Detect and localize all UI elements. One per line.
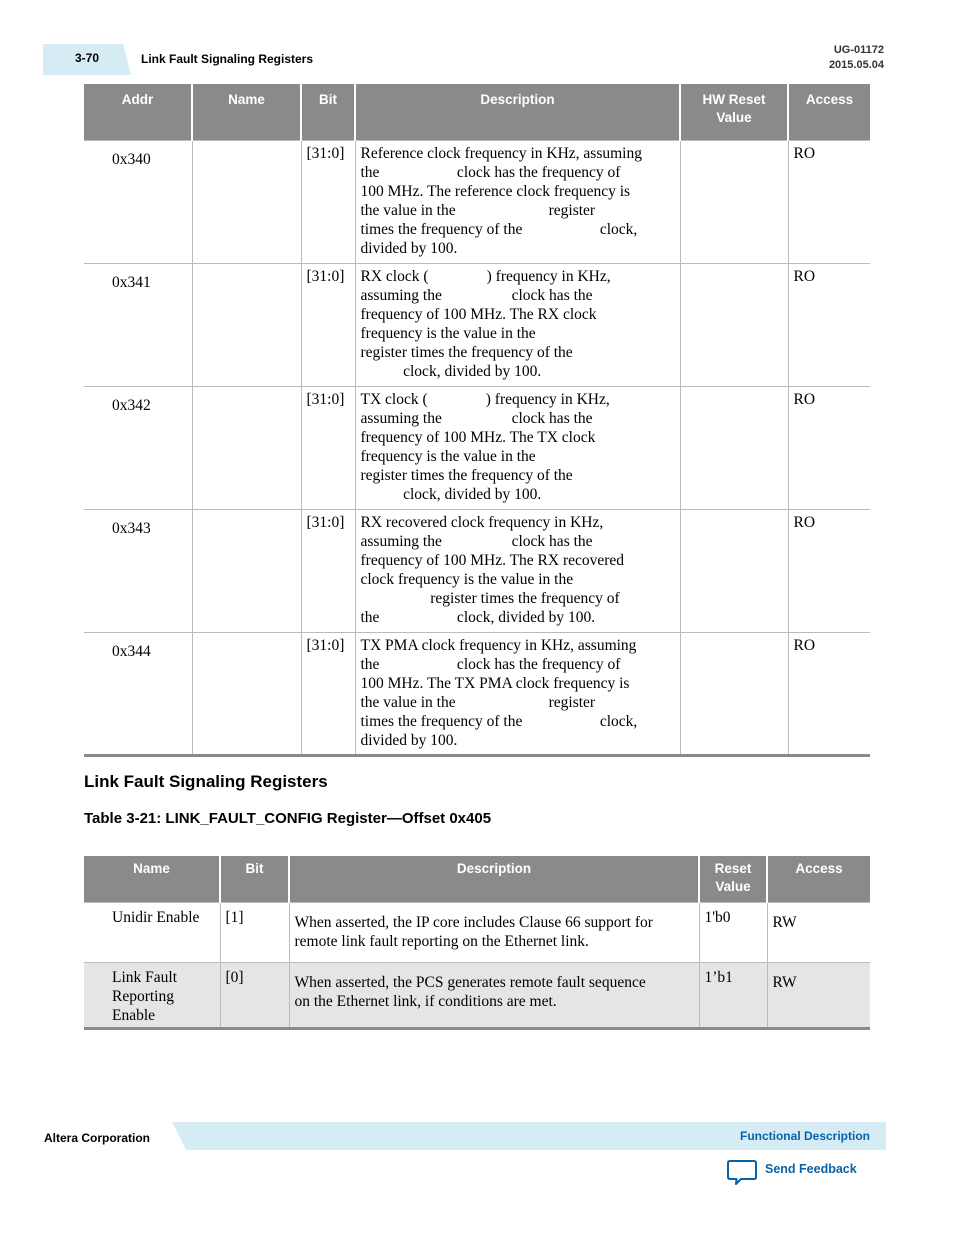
cell-access: RO	[788, 263, 870, 386]
cell-access: RO	[788, 632, 870, 755]
cell-addr: 0x341	[84, 263, 192, 386]
description-line: frequency of 100 MHz. The RX recovered	[360, 551, 625, 569]
cell-description	[355, 140, 680, 263]
cell-addr: 0x343	[84, 509, 192, 632]
name-line: Enable	[112, 1006, 156, 1024]
description-line: 100 MHz. The TX PMA clock frequency is	[360, 674, 630, 692]
cell-name	[192, 509, 301, 632]
cell-bit: [1]	[220, 902, 289, 962]
footer-company: Altera Corporation	[44, 1131, 151, 1145]
name-line: Unidir Enable	[112, 908, 200, 926]
description-line: divided by 100.	[360, 731, 458, 749]
description-line: register times the frequency of the	[360, 466, 573, 484]
cell-addr: 0x340	[84, 140, 192, 263]
cell-description	[289, 902, 699, 962]
cell-name	[84, 902, 220, 962]
table-row	[84, 902, 870, 962]
cell-bit: [31:0]	[301, 509, 355, 632]
name-line: Link Fault	[112, 968, 178, 986]
name-line: Reporting	[112, 987, 174, 1005]
column-header-bit: Bit	[301, 84, 355, 140]
column-header-access: Access	[788, 84, 870, 140]
description-line: TX clock ( ) frequency in KHz,	[360, 390, 610, 408]
cell-addr: 0x342	[84, 386, 192, 509]
document-id: UG-01172	[833, 44, 884, 56]
column-header-addr: Addr	[84, 84, 192, 140]
register-table-link-fault-config	[84, 856, 870, 1030]
description-line: the value in the register	[360, 201, 596, 219]
description-line: When asserted, the PCS generates remote fault sequence	[294, 973, 646, 991]
cell-bit: [31:0]	[301, 632, 355, 755]
table-row	[84, 509, 870, 632]
description-line: on the Ethernet link, if conditions are met.	[294, 992, 557, 1010]
running-section-title: Link Fault Signaling Registers	[141, 52, 314, 66]
description-line: RX clock ( ) frequency in KHz,	[360, 267, 611, 285]
cell-bit: [0]	[220, 962, 289, 1028]
cell-access: RO	[788, 509, 870, 632]
send-feedback-link[interactable]: Send Feedback	[765, 1162, 857, 1176]
cell-name	[192, 386, 301, 509]
cell-hw-reset-value	[680, 140, 788, 263]
cell-hw-reset-value	[680, 386, 788, 509]
table-row	[84, 386, 870, 509]
cell-access: RO	[788, 140, 870, 263]
description-line: the clock has the frequency of	[360, 163, 621, 181]
description-line: When asserted, the IP core includes Clause 66 support for	[294, 913, 653, 931]
description-line: times the frequency of the clock,	[360, 712, 638, 730]
table-header-row	[84, 84, 870, 140]
description-line: assuming the clock has the	[360, 532, 593, 550]
cell-description	[289, 962, 699, 1028]
table-row	[84, 962, 870, 1028]
description-line: 100 MHz. The reference clock frequency is	[360, 182, 631, 200]
cell-hw-reset-value	[680, 509, 788, 632]
table-caption: Table 3-21: LINK_FAULT_CONFIG Register—Offset 0x405	[84, 810, 492, 827]
cell-access: RW	[767, 962, 870, 1028]
cell-addr: 0x344	[84, 632, 192, 755]
description-line: clock, divided by 100.	[360, 485, 542, 503]
description-line: the value in the register	[360, 693, 596, 711]
cell-bit: [31:0]	[301, 386, 355, 509]
description-line: the clock has the frequency of	[360, 655, 621, 673]
description-line: frequency is the value in the	[360, 324, 536, 342]
register-table-clock-frequency	[84, 84, 870, 757]
description-line: frequency is the value in the	[360, 447, 536, 465]
cell-reset-value: 1'b0	[699, 902, 767, 962]
description-line: assuming the clock has the	[360, 409, 593, 427]
description-line: frequency of 100 MHz. The RX clock	[360, 305, 597, 323]
column-header-description: Description	[289, 856, 699, 902]
footer-chapter-link[interactable]: Functional Description	[739, 1129, 870, 1143]
description-line: times the frequency of the clock,	[360, 220, 638, 238]
cell-name	[192, 263, 301, 386]
description-line: Reference clock frequency in KHz, assuming	[360, 144, 642, 162]
description-line: frequency of 100 MHz. The TX clock	[360, 428, 596, 446]
description-line: clock, divided by 100.	[360, 362, 542, 380]
column-header-description: Description	[355, 84, 680, 140]
document-date: 2015.05.04	[828, 59, 884, 71]
column-header-reset-value: Reset Value	[699, 856, 767, 902]
document-id-block	[829, 43, 884, 73]
column-header-name: Name	[192, 84, 301, 140]
cell-reset-value: 1’b1	[699, 962, 767, 1028]
table-row	[84, 632, 870, 755]
description-line: register times the frequency of	[360, 589, 620, 607]
description-line: assuming the clock has the	[360, 286, 593, 304]
table-row	[84, 140, 870, 263]
column-header-access: Access	[767, 856, 870, 902]
cell-access: RW	[767, 902, 870, 962]
table-header-row	[84, 856, 870, 902]
cell-description	[355, 509, 680, 632]
description-line: RX recovered clock frequency in KHz,	[360, 513, 604, 531]
cell-description	[355, 632, 680, 755]
cell-hw-reset-value	[680, 263, 788, 386]
cell-bit: [31:0]	[301, 140, 355, 263]
cell-description	[355, 386, 680, 509]
column-header-bit: Bit	[220, 856, 289, 902]
cell-name	[84, 962, 220, 1028]
cell-hw-reset-value	[680, 632, 788, 755]
section-heading: Link Fault Signaling Registers	[84, 772, 328, 791]
cell-name	[192, 632, 301, 755]
description-line: divided by 100.	[360, 239, 458, 257]
cell-description	[355, 263, 680, 386]
description-line: register times the frequency of the	[360, 343, 573, 361]
page-number: 3-70	[75, 51, 100, 65]
speech-bubble-icon[interactable]	[727, 1158, 757, 1191]
description-line: TX PMA clock frequency in KHz, assuming	[360, 636, 637, 654]
cell-bit: [31:0]	[301, 263, 355, 386]
column-header-name: Name	[84, 856, 220, 902]
column-header-hw-reset-value: HW Reset Value	[680, 84, 788, 140]
cell-name	[192, 140, 301, 263]
cell-access: RO	[788, 386, 870, 509]
description-line: clock frequency is the value in the	[360, 570, 574, 588]
description-line: remote link fault reporting on the Ethernet link.	[294, 932, 589, 950]
table-row	[84, 263, 870, 386]
description-line: the clock, divided by 100.	[360, 608, 596, 626]
